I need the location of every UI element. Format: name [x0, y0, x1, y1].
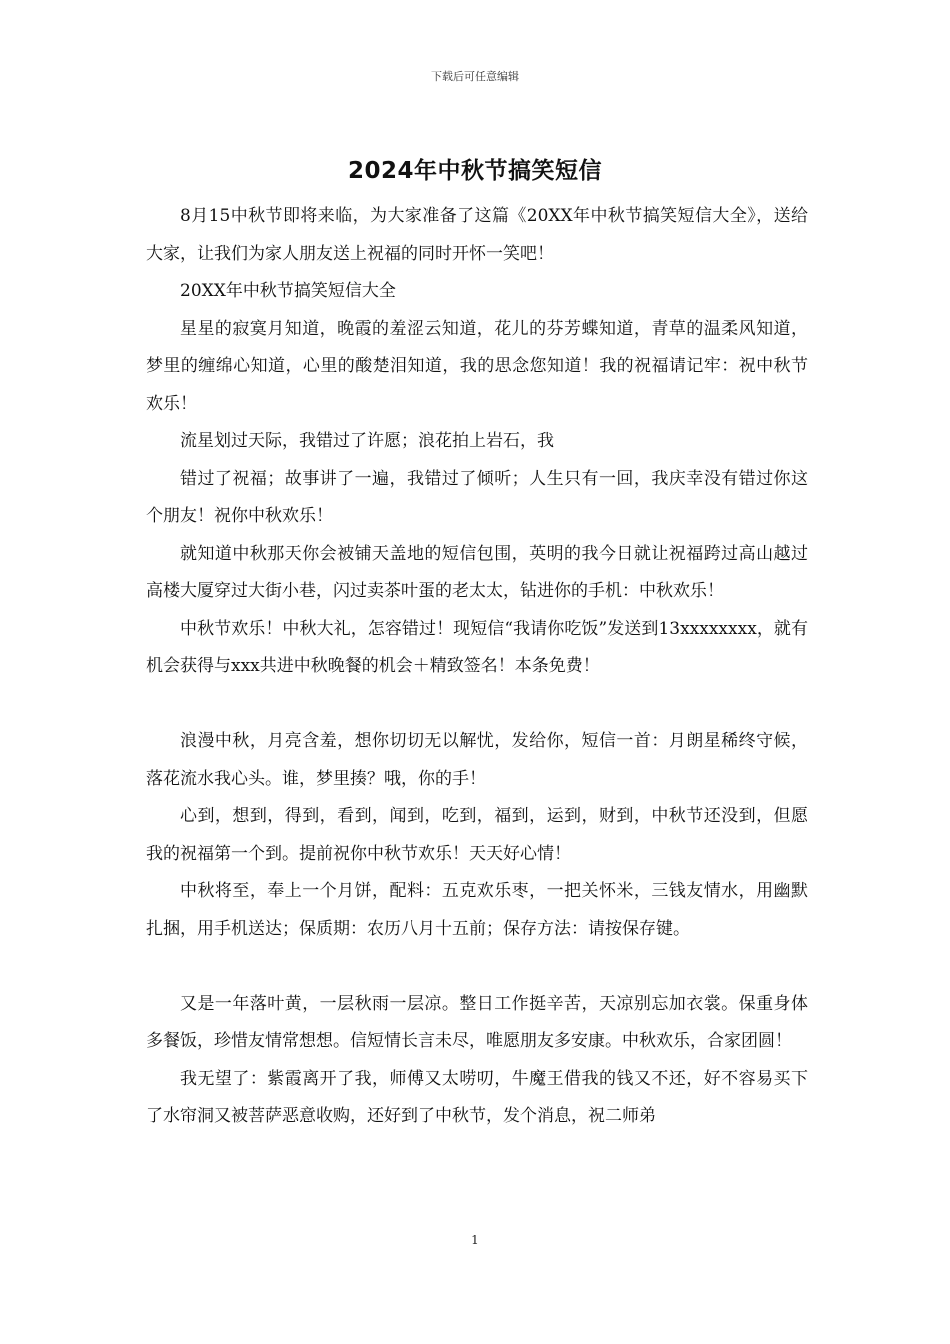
paragraph-message: 心到，想到，得到，看到，闻到，吃到，福到，运到，财到，中秋节还没到，但愿我的祝福第一个到。提前祝你中秋节欢乐！天天好心情！: [146, 806, 808, 864]
page-number: 1: [471, 1233, 479, 1247]
paragraph-message: 星星的寂寞月知道，晚霞的羞涩云知道，花儿的芬芳蝶知道，青草的温柔风知道，梦里的缠绵心知道，心里的酸楚泪知道，我的思念您知道！我的祝福请记牢：祝中秋节欢乐！: [146, 318, 808, 414]
paragraph-intro: 8月15中秋节即将来临，为大家准备了这篇《20XX年中秋节搞笑短信大全》，送给大家，让我们为家人朋友送上祝福的同时开怀一笑吧！: [146, 206, 808, 264]
paragraph-message: 就知道中秋那天你会被铺天盖地的短信包围，英明的我今日就让祝福跨过高山越过高楼大厦穿过大街小巷，闪过卖茶叶蛋的老太太，钻进你的手机：中秋欢乐！: [146, 543, 808, 601]
paragraph-message: 错过了祝福；故事讲了一遍，我错过了倾听；人生只有一回，我庆幸没有错过你这个朋友！祝你中秋欢乐！: [146, 468, 808, 526]
paragraph-message: 流星划过天际，我错过了许愿；浪花拍上岩石，我: [180, 431, 554, 451]
document-title: 2024年中秋节搞笑短信: [347, 158, 602, 184]
paragraph-subtitle: 20XX年中秋节搞笑短信大全: [180, 281, 396, 301]
paragraph-message: 中秋节欢乐！中秋大礼，怎容错过！现短信“我请你吃饭”发送到13xxxxxxxx，就有机会获得与xxx共进中秋晚餐的机会＋精致签名！本条免费！: [146, 618, 808, 676]
document-body: [146, 198, 808, 1136]
paragraph-message: 又是一年落叶黄，一层秋雨一层凉。整日工作挺辛苦，天凉别忘加衣裳。保重身体多餐饭，珍惜友情常想想。信短情长言未尽，唯愿朋友多安康。中秋欢乐，合家团圆！: [146, 993, 808, 1051]
paragraph-message: 中秋将至，奉上一个月饼，配料：五克欢乐枣，一把关怀米，三钱友情水，用幽默扎捆，用手机送达；保质期：农历八月十五前；保存方法：请按保存键。: [146, 881, 808, 939]
paragraph-message: 浪漫中秋，月亮含羞，想你切切无以解忧，发给你，短信一首：月朗星稀终守候，落花流水我心头。谁，梦里揍？哦，你的手！: [146, 731, 808, 789]
page-header-note: 下载后可任意编辑: [431, 70, 519, 83]
paragraph-message: 我无望了：紫霞离开了我，师傅又太唠叨，牛魔王借我的钱又不还，好不容易买下了水帘洞又被菩萨恶意收购，还好到了中秋节，发个消息，祝二师弟: [146, 1068, 808, 1126]
